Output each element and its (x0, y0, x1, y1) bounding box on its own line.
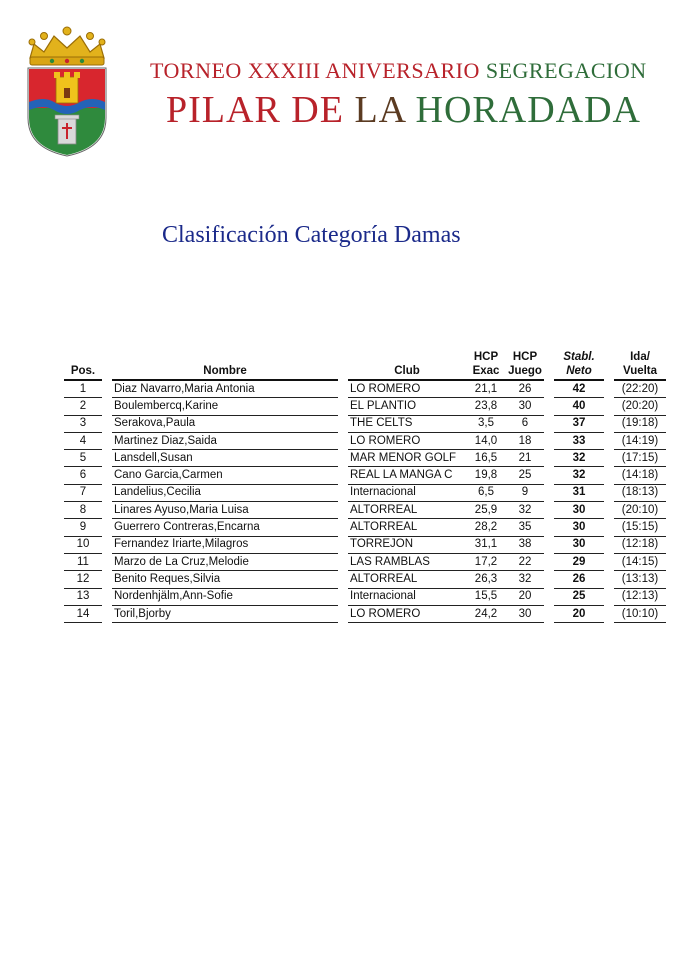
header-pos: Pos. (64, 350, 102, 380)
cell-nombre: Cano Garcia,Carmen (112, 467, 338, 484)
cell-ida-vuelta: (15:15) (614, 519, 666, 536)
cell-pos: 6 (64, 467, 102, 484)
table-row (64, 571, 666, 588)
cell-ida-vuelta: (17:15) (614, 450, 666, 467)
cell-stabl-neto: 30 (554, 536, 604, 553)
cell-club: THE CELTS (348, 415, 466, 432)
cell-nombre: Guerrero Contreras,Encarna (112, 519, 338, 536)
cell-hcp-exac: 31,1 (466, 536, 506, 553)
tournament-title-line1 (150, 58, 660, 84)
tournament-title-line2 (166, 88, 646, 132)
cell-nombre: Benito Reques,Silvia (112, 571, 338, 588)
cell-hcp-juego: 21 (506, 450, 544, 467)
cell-ida-vuelta: (12:13) (614, 588, 666, 605)
cell-club: LAS RAMBLAS (348, 553, 466, 570)
table-header-row (64, 350, 666, 380)
cell-nombre: Marzo de La Cruz,Melodie (112, 553, 338, 570)
cell-club: EL PLANTIO (348, 398, 466, 415)
cell-hcp-exac: 24,2 (466, 605, 506, 622)
cell-pos: 2 (64, 398, 102, 415)
cell-nombre: Diaz Navarro,Maria Antonia (112, 380, 338, 398)
table-row (64, 588, 666, 605)
cell-pos: 5 (64, 450, 102, 467)
cell-pos: 14 (64, 605, 102, 622)
title-word: SEGREGACION (485, 58, 647, 83)
cell-hcp-exac: 23,8 (466, 398, 506, 415)
cell-hcp-exac: 17,2 (466, 553, 506, 570)
table-row (64, 519, 666, 536)
cell-nombre: Landelius,Cecilia (112, 484, 338, 501)
cell-hcp-juego: 22 (506, 553, 544, 570)
cell-hcp-juego: 9 (506, 484, 544, 501)
cell-stabl-neto: 26 (554, 571, 604, 588)
cell-ida-vuelta: (20:10) (614, 502, 666, 519)
table-row (64, 553, 666, 570)
table-row (64, 450, 666, 467)
crown-icon (29, 27, 105, 65)
cell-stabl-neto: 30 (554, 519, 604, 536)
cell-club: ALTORREAL (348, 571, 466, 588)
cell-hcp-exac: 15,5 (466, 588, 506, 605)
cell-pos: 11 (64, 553, 102, 570)
cell-hcp-juego: 32 (506, 571, 544, 588)
cell-hcp-juego: 32 (506, 502, 544, 519)
cell-club: LO ROMERO (348, 432, 466, 449)
cell-club: Internacional (348, 484, 466, 501)
cell-stabl-neto: 20 (554, 605, 604, 622)
cell-ida-vuelta: (20:20) (614, 398, 666, 415)
cell-nombre: Lansdell,Susan (112, 450, 338, 467)
cell-pos: 3 (64, 415, 102, 432)
header-nombre: Nombre (112, 350, 338, 380)
cell-ida-vuelta: (14:15) (614, 553, 666, 570)
cell-club: ALTORREAL (348, 519, 466, 536)
cell-pos: 7 (64, 484, 102, 501)
cell-pos: 1 (64, 380, 102, 398)
cell-ida-vuelta: (22:20) (614, 380, 666, 398)
cell-pos: 10 (64, 536, 102, 553)
shield-icon (28, 68, 106, 156)
cell-stabl-neto: 31 (554, 484, 604, 501)
table-row (64, 415, 666, 432)
header-hcp-juego: HCP Juego (506, 350, 544, 380)
cell-stabl-neto: 42 (554, 380, 604, 398)
cell-stabl-neto: 32 (554, 450, 604, 467)
cell-pos: 13 (64, 588, 102, 605)
cell-hcp-exac: 19,8 (466, 467, 506, 484)
header-hcp-exac: HCP Exac (466, 350, 506, 380)
table-row (64, 467, 666, 484)
page-subtitle: Clasificación Categoría Damas (162, 222, 461, 248)
cell-stabl-neto: 32 (554, 467, 604, 484)
cell-hcp-exac: 16,5 (466, 450, 506, 467)
title-word: PILAR DE (166, 89, 355, 131)
cell-hcp-juego: 38 (506, 536, 544, 553)
table-row (64, 502, 666, 519)
cell-stabl-neto: 25 (554, 588, 604, 605)
cell-nombre: Boulembercq,Karine (112, 398, 338, 415)
cell-ida-vuelta: (14:18) (614, 467, 666, 484)
cell-nombre: Toril,Bjorby (112, 605, 338, 622)
cell-hcp-juego: 18 (506, 432, 544, 449)
cell-hcp-juego: 35 (506, 519, 544, 536)
cell-stabl-neto: 40 (554, 398, 604, 415)
table-row (64, 605, 666, 622)
cell-pos: 8 (64, 502, 102, 519)
title-word: LA (354, 89, 416, 131)
cell-hcp-exac: 28,2 (466, 519, 506, 536)
cell-ida-vuelta: (14:19) (614, 432, 666, 449)
cell-hcp-juego: 25 (506, 467, 544, 484)
table-row (64, 484, 666, 501)
cell-club: REAL LA MANGA C (348, 467, 466, 484)
cell-ida-vuelta: (13:13) (614, 571, 666, 588)
table-row (64, 536, 666, 553)
cell-hcp-exac: 25,9 (466, 502, 506, 519)
cell-club: ALTORREAL (348, 502, 466, 519)
coat-of-arms-logo (24, 22, 110, 158)
cell-nombre: Fernandez Iriarte,Milagros (112, 536, 338, 553)
cell-nombre: Martinez Diaz,Saida (112, 432, 338, 449)
table-row (64, 398, 666, 415)
cell-club: Internacional (348, 588, 466, 605)
cell-ida-vuelta: (10:10) (614, 605, 666, 622)
results-table (64, 350, 666, 623)
cell-hcp-exac: 3,5 (466, 415, 506, 432)
cell-stabl-neto: 37 (554, 415, 604, 432)
cell-club: LO ROMERO (348, 605, 466, 622)
cell-stabl-neto: 30 (554, 502, 604, 519)
table-row (64, 432, 666, 449)
cell-hcp-juego: 30 (506, 398, 544, 415)
title-word: XXXIII ANIVERSARIO (247, 58, 486, 83)
cell-ida-vuelta: (18:13) (614, 484, 666, 501)
cell-nombre: Nordenhjälm,Ann-Sofie (112, 588, 338, 605)
cell-club: MAR MENOR GOLF (348, 450, 466, 467)
header-club: Club (348, 350, 466, 380)
cell-nombre: Serakova,Paula (112, 415, 338, 432)
header-ida-vuelta: Ida/ Vuelta (614, 350, 666, 380)
cell-hcp-exac: 21,1 (466, 380, 506, 398)
cell-hcp-exac: 26,3 (466, 571, 506, 588)
cell-stabl-neto: 33 (554, 432, 604, 449)
cell-hcp-juego: 20 (506, 588, 544, 605)
cell-hcp-juego: 26 (506, 380, 544, 398)
table-row (64, 380, 666, 398)
cell-club: TORREJON (348, 536, 466, 553)
cell-ida-vuelta: (12:18) (614, 536, 666, 553)
cell-pos: 4 (64, 432, 102, 449)
cell-hcp-juego: 6 (506, 415, 544, 432)
cell-hcp-exac: 6,5 (466, 484, 506, 501)
cell-pos: 9 (64, 519, 102, 536)
cell-hcp-exac: 14,0 (466, 432, 506, 449)
title-word: TORNEO (150, 58, 248, 83)
cell-stabl-neto: 29 (554, 553, 604, 570)
cell-pos: 12 (64, 571, 102, 588)
cell-ida-vuelta: (19:18) (614, 415, 666, 432)
cell-nombre: Linares Ayuso,Maria Luisa (112, 502, 338, 519)
header-stabl-neto: Stabl. Neto (554, 350, 604, 380)
cell-hcp-juego: 30 (506, 605, 544, 622)
title-word: HORADADA (415, 89, 641, 131)
cell-club: LO ROMERO (348, 380, 466, 398)
